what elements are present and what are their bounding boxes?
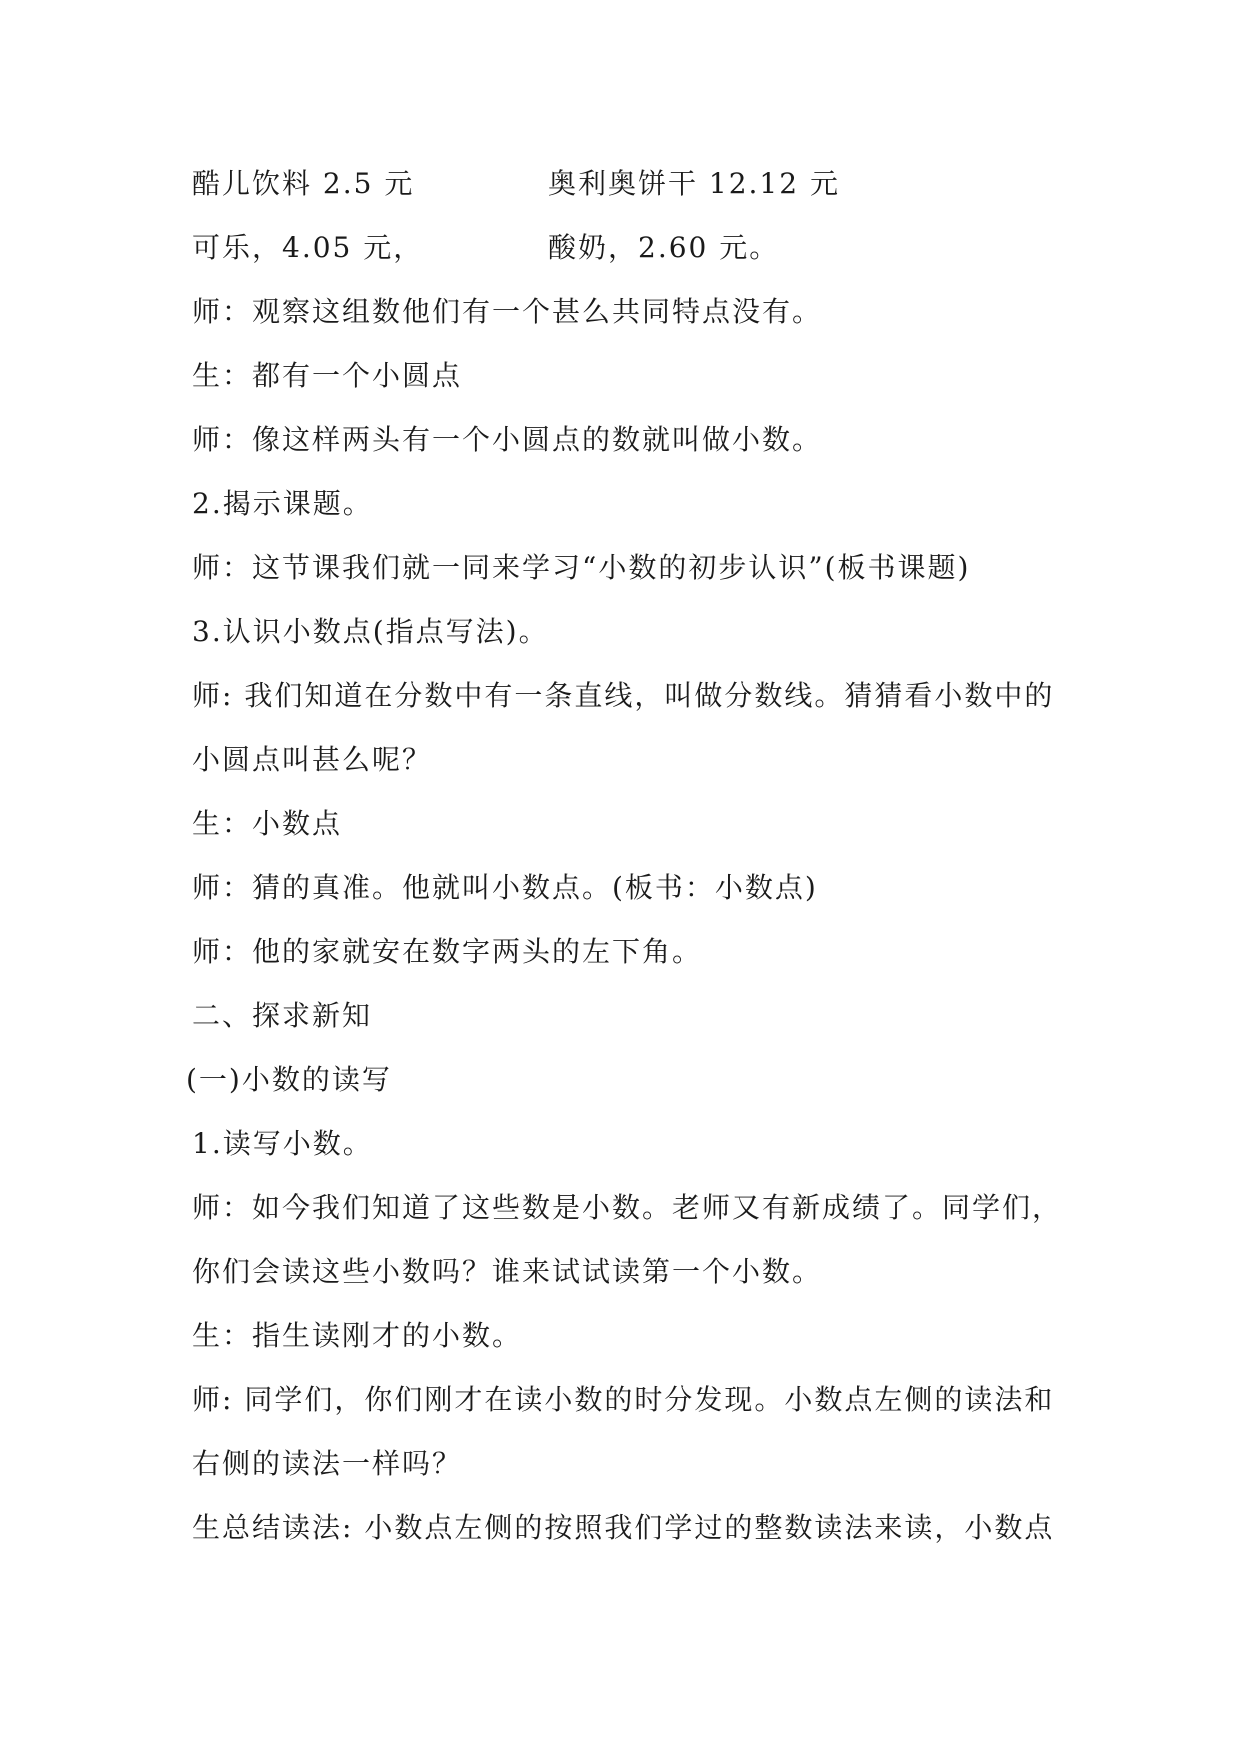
price-item-kuer-drink: 酷儿饮料 2.5 元 [192,167,415,200]
text-line: 生总结读法: 小数点左侧的按照我们学过的整数读法来读，小数点 [192,1511,1055,1544]
section-heading: 1.读写小数。 [192,1127,373,1160]
text-line: 生：小数点 [192,807,343,840]
section-heading: 2.揭示课题。 [192,487,373,520]
text-line: 师：猜的真准。他就叫小数点。(板书：小数点) [192,871,818,904]
section-heading: 二、探求新知 [192,999,373,1032]
text-line: 师：他的家就安在数字两头的左下角。 [192,935,703,968]
price-item-cola: 可乐，4.05 元， [192,231,424,264]
text-line: 右侧的读法一样吗？ [192,1447,463,1480]
text-line: 师: 同学们，你们刚才在读小数的时分发现。小数点左侧的读法和 [192,1383,1055,1416]
text-line: 师：像这样两头有一个小圆点的数就叫做小数。 [192,423,823,456]
price-item-oreo-biscuit: 奥利奥饼干 12.12 元 [548,167,840,200]
subsection-heading: (一)小数的读写 [186,1063,392,1096]
text-line: 师: 我们知道在分数中有一条直线，叫做分数线。猜猜看小数中的 [192,679,1055,712]
text-line: 生：都有一个小圆点 [192,359,463,392]
section-heading: 3.认识小数点(指点写法)。 [192,615,549,648]
text-line: 师：如今我们知道了这些数是小数。老师又有新成绩了。同学们， [192,1191,1063,1224]
text-line: 小圆点叫甚么呢？ [192,743,433,776]
text-line: 生：指生读刚才的小数。 [192,1319,523,1352]
text-line: 师：观察这组数他们有一个甚么共同特点没有。 [192,295,823,328]
price-item-yogurt: 酸奶，2.60 元。 [548,231,780,264]
text-line: 你们会读这些小数吗？谁来试试读第一个小数。 [192,1255,823,1288]
text-line: 师：这节课我们就一同来学习“小数的初步认识”(板书课题) [192,551,971,584]
